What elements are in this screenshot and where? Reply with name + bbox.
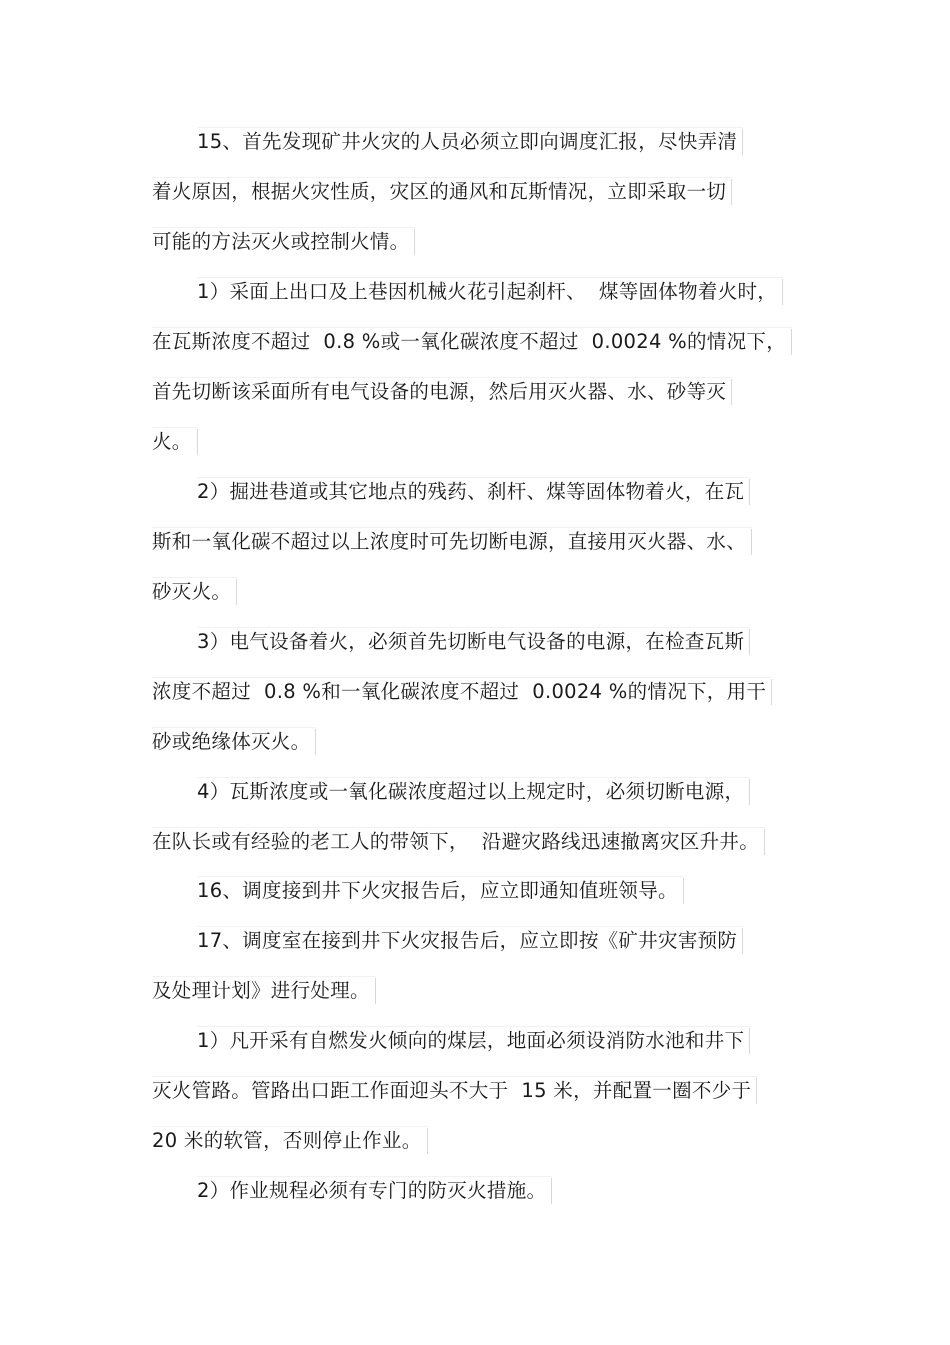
text-line: 砂或绝缘体灭火。 xyxy=(152,727,316,757)
text-line: 斯和一氧化碳不超过以上浓度时可先切断电源，直接用灭火器、水、 xyxy=(152,527,752,557)
text-line: 15、首先发现矿井火灾的人员必须立即向调度汇报，尽快弄清 xyxy=(197,127,743,157)
text-line: 灭火管路。管路出口距工作面迎头不大于 15 米，并配置一圈不少于 xyxy=(152,1076,757,1106)
text-line: 17、调度室在接到井下火灾报告后，应立即按《矿井灾害预防 xyxy=(197,926,743,956)
text-line: 1）采面上出口及上巷因机械火花引起刹杆、 煤等固体物着火时， xyxy=(197,277,783,307)
text-line: 1）凡开采有自燃发火倾向的煤层，地面必须设消防水池和井下 xyxy=(197,1026,750,1056)
text-line: 首先切断该采面所有电气设备的电源，然后用灭火器、水、砂等灭 xyxy=(152,377,732,407)
text-line: 可能的方法灭火或控制火情。 xyxy=(152,227,415,257)
text-line: 着火原因，根据火灾性质，灾区的通风和瓦斯情况，立即采取一切 xyxy=(152,177,732,207)
text-line: 在队长或有经验的老工人的带领下， 沿避灾路线迅速撤离灾区升井。 xyxy=(152,827,765,857)
text-line: 2）作业规程必须有专门的防灭火措施。 xyxy=(197,1176,552,1206)
text-line: 20 米的软管，否则停止作业。 xyxy=(152,1126,428,1156)
text-line: 火。 xyxy=(152,427,198,457)
text-line: 浓度不超过 0.8 %和一氧化碳浓度不超过 0.0024 %的情况下，用干 xyxy=(152,677,772,707)
text-line: 4）瓦斯浓度或一氧化碳浓度超过以上规定时，必须切断电源， xyxy=(197,777,750,807)
text-line: 16、调度接到井下火灾报告后，应立即通知值班领导。 xyxy=(197,876,684,906)
text-line: 在瓦斯浓度不超过 0.8 %或一氧化碳浓度不超过 0.0024 %的情况下， xyxy=(152,327,792,357)
text-line: 及处理计划》进行处理。 xyxy=(152,976,376,1006)
text-line: 砂灭火。 xyxy=(152,577,237,607)
text-line: 3）电气设备着火，必须首先切断电气设备的电源，在检查瓦斯 xyxy=(197,627,750,657)
text-line: 2）掘进巷道或其它地点的残药、刹杆、煤等固体物着火，在瓦 xyxy=(197,477,750,507)
